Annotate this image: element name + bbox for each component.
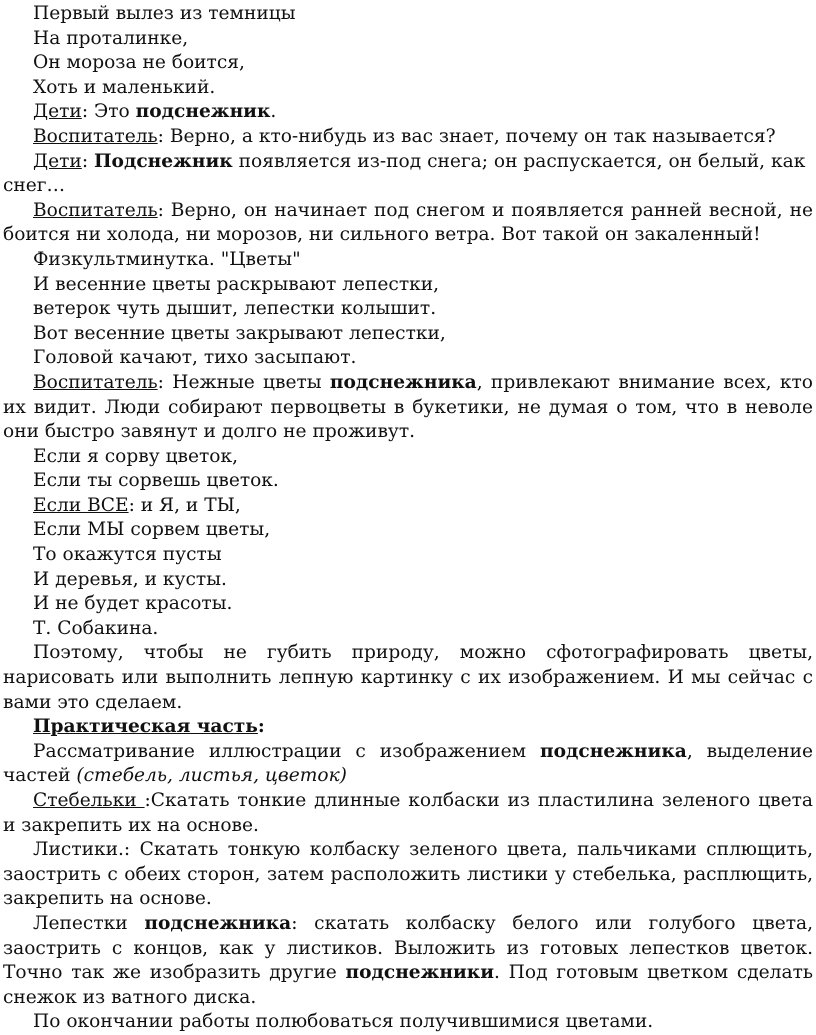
bold-term: подснежник <box>135 101 271 123</box>
paragraph: Поэтому, чтобы не губить природу, можно сфотографировать цветы, нарисовать или выполнить лепную картинку с их изображением. И мы сейчас с вами это сделаем. <box>3 642 813 713</box>
text: Лепестки <box>33 912 145 934</box>
dialog-text: Нежные цветы <box>172 371 330 393</box>
dialog-text: , привлекают внимание всех, кто их видит. Люди собирают первоцветы в букетики, не думая о том, что в неволе они быстро завянут и долго не проживут. <box>3 371 813 443</box>
paragraph <box>3 912 813 1010</box>
dialog-line <box>3 125 813 150</box>
poem-line: Вот весенние цветы закрывают лепестки, <box>33 322 446 344</box>
dialog-text: Это <box>94 101 136 123</box>
poem-author: Т. Собакина. <box>33 617 159 639</box>
text: Рассматривание иллюстрации с изображением <box>33 740 540 762</box>
poem-line: И деревья, и кусты. <box>33 568 227 590</box>
italic-note: (стебель, листья, цветок) <box>76 765 347 787</box>
poem-line: ветерок чуть дышит, лепестки колышит. <box>33 298 437 320</box>
bold-term: подснежника <box>329 371 477 393</box>
bold-term: подснежника <box>539 740 687 762</box>
poem-line: На проталинке, <box>33 27 189 49</box>
paragraph: Листики.: Скатать тонкую колбаску зеленого цвета, пальчиками сплющить, заострить с обеих сторон, затем расположить листики у стебелька, расплющить, закрепить на основе. <box>3 839 813 910</box>
poem-line: Если МЫ сорвем цветы, <box>33 519 271 541</box>
dialog-line <box>3 371 813 445</box>
text: . Под готовым цветком сделать снежок из ватного диска. <box>3 962 813 1008</box>
poem-line: Если я сорву цветок, <box>33 445 239 467</box>
section-title: Физкультминутка. "Цветы" <box>33 248 301 270</box>
speaker-label: Дети <box>33 150 82 172</box>
bold-term: подснежники <box>345 962 495 984</box>
text: , выделение частей <box>3 740 813 787</box>
speaker-label: Воспитатель <box>33 371 158 393</box>
speaker-sep: : <box>157 371 173 393</box>
underlined-phrase: Если ВСЕ <box>33 494 129 516</box>
heading-text: Практическая часть <box>33 716 258 738</box>
speaker-label: Воспитатель <box>33 125 158 147</box>
speaker-sep: : <box>81 101 94 123</box>
speaker-label: Воспитатель <box>33 199 158 221</box>
speaker-sep: : <box>157 199 171 221</box>
poem-line: Хоть и маленький. <box>33 76 216 98</box>
heading-colon: : <box>257 716 265 738</box>
poem-line <box>3 494 813 519</box>
poem-line: Он мороза не боится, <box>33 52 245 74</box>
poem-line: Если ты сорвешь цветок. <box>33 470 279 492</box>
poem-text: : и Я, и ТЫ, <box>128 494 241 516</box>
poem-line: И весенние цветы раскрывают лепестки, <box>33 273 440 295</box>
dialog-line <box>3 199 813 248</box>
section-heading <box>3 715 813 740</box>
poem-line: Головой качают, тихо засыпают. <box>33 347 357 369</box>
speaker-label: Дети <box>33 101 82 123</box>
text: :Скатать тонкие длинные колбаски из пластилина зеленого цвета и закрепить их на основе. <box>3 790 813 836</box>
poem-line: То окажутся пусты <box>33 544 222 566</box>
paragraph <box>3 740 813 789</box>
dialog-line <box>3 150 813 199</box>
dialog-text: . <box>270 101 277 123</box>
dialog-line <box>3 100 813 125</box>
dialog-text: Верно, он начинает под снегом и появляется ранней весной, не боится ни холода, ни морозов, ни сильного ветра. Вот такой он закаленный! <box>3 199 813 246</box>
bold-term: подснежника <box>144 912 292 934</box>
paragraph <box>3 789 813 838</box>
poem-line: И не будет красоты. <box>33 593 233 615</box>
dialog-text: появляется из-под снега; он распускается, он белый, как снег… <box>3 150 806 197</box>
step-label: Стебельки <box>33 790 145 811</box>
dialog-text: Верно, а кто-нибудь из вас знает, почему он так называется? <box>169 125 776 147</box>
paragraph: По окончании работы полюбоваться получившимися цветами. <box>33 1011 654 1033</box>
bold-term: Подснежник <box>94 150 233 172</box>
poem-line: Первый вылез из темницы <box>33 3 296 24</box>
speaker-sep: : <box>81 150 94 172</box>
text: : скатать колбаску белого или голубого цвета, заострить с концов, как у листиков. Выложить из готовых лепестков цветок. Точно так же изобразить другие <box>3 912 813 984</box>
speaker-sep: : <box>157 125 170 147</box>
